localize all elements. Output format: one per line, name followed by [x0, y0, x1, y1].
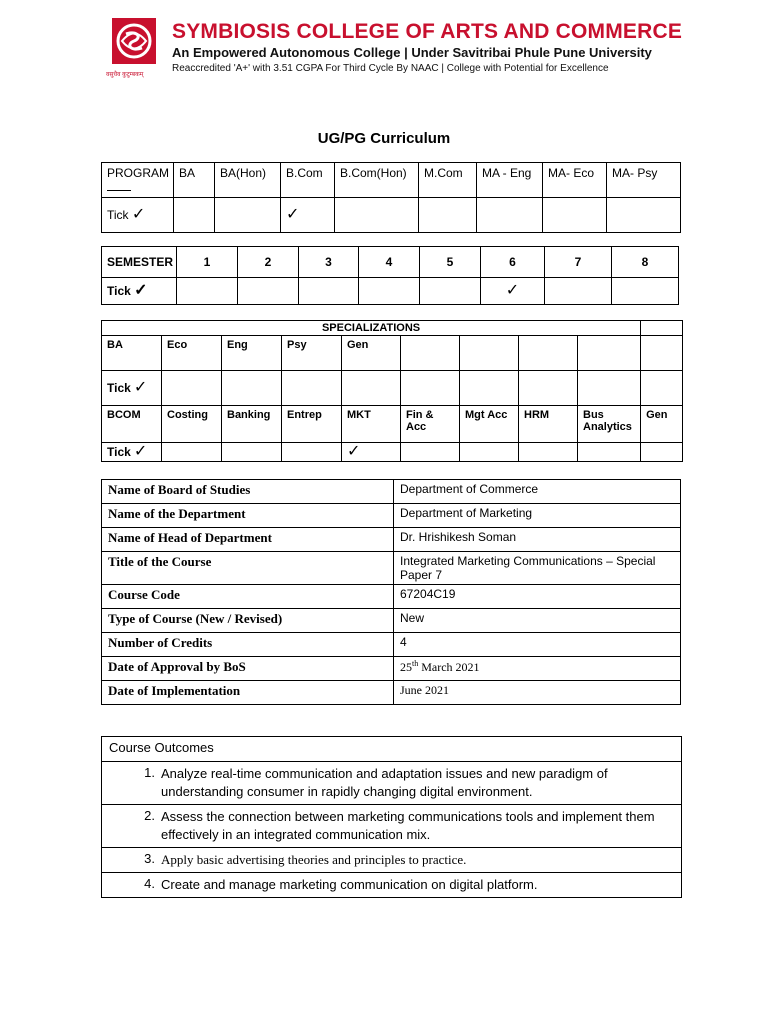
outcome-number: 2.: [144, 808, 155, 823]
program-option: MA- Eco: [543, 163, 607, 198]
spec-ba-tick-row: [102, 371, 683, 406]
program-tick-cell: [335, 198, 419, 233]
specializations-table: [101, 320, 683, 462]
info-value: Department of Commerce: [394, 480, 681, 504]
info-value: 4: [394, 633, 681, 657]
semester-option: 4: [359, 247, 420, 278]
program-tick-cell: [215, 198, 281, 233]
spec-option: Fin & Acc: [401, 406, 460, 443]
spec-option: Gen: [342, 336, 401, 371]
info-label: Name of Board of Studies: [102, 480, 394, 504]
course-info-table: [101, 479, 681, 705]
spec-option: Eco: [162, 336, 222, 371]
spec-option: Entrep: [282, 406, 342, 443]
program-table: [101, 162, 681, 233]
info-label: Name of the Department: [102, 504, 394, 528]
semester-option: 1: [177, 247, 238, 278]
outcome-row: [102, 873, 682, 898]
outcome-row: [102, 848, 682, 873]
program-tick-cell: [174, 198, 215, 233]
tick-label: Tick ✓: [102, 371, 162, 406]
info-value: June 2021: [394, 681, 681, 705]
spec-option: MKT: [342, 406, 401, 443]
semester-tick-cell: [612, 278, 679, 305]
spec-option: Bus Analytics: [578, 406, 641, 443]
semester-option: 6: [481, 247, 545, 278]
info-label: Date of Implementation: [102, 681, 394, 705]
spec-option: HRM: [519, 406, 578, 443]
info-row: [102, 633, 681, 657]
outcome-row: [102, 805, 682, 848]
semester-option: 2: [238, 247, 299, 278]
spec-title-row: [102, 321, 683, 336]
outcome-number: 1.: [144, 765, 155, 780]
outcomes-title: Course Outcomes: [102, 737, 682, 762]
info-value: New: [394, 609, 681, 633]
info-value: 25th March 2021: [394, 657, 681, 681]
program-tick-cell: [477, 198, 543, 233]
spec-option: Banking: [222, 406, 282, 443]
info-value: 67204C19: [394, 585, 681, 609]
semester-option: 5: [420, 247, 481, 278]
spec-ba-row: [102, 336, 683, 371]
info-label: Name of Head of Department: [102, 528, 394, 552]
info-row: [102, 657, 681, 681]
semester-tick-cell: [545, 278, 612, 305]
info-row: [102, 528, 681, 552]
tick-label: Tick ✓: [102, 443, 162, 462]
info-row: [102, 504, 681, 528]
check-icon: ✓: [505, 282, 520, 299]
check-icon: ✓: [133, 443, 148, 460]
outcome-text: Assess the connection between marketing communications tools and implement them effectively in an integrated communication mix.: [161, 809, 655, 842]
college-logo: [108, 16, 164, 78]
program-tick-cell: [543, 198, 607, 233]
check-icon: ✓: [133, 379, 148, 396]
college-name: SYMBIOSIS COLLEGE OF ARTS AND COMMERCE: [172, 20, 683, 43]
check-icon: ✓: [347, 443, 361, 460]
spec-title: SPECIALIZATIONS: [102, 321, 641, 336]
spec-option: Eng: [222, 336, 282, 371]
program-label: PROGRAM: [102, 163, 174, 198]
info-row: [102, 480, 681, 504]
semester-tick-cell: [359, 278, 420, 305]
info-row: [102, 552, 681, 585]
semester-tick-cell: [299, 278, 359, 305]
outcome-row: [102, 762, 682, 805]
spec-bcom-label: BCOM: [102, 406, 162, 443]
semester-tick-cell: [420, 278, 481, 305]
outcome-number: 3.: [144, 851, 155, 866]
semester-tick-cell: [481, 278, 545, 305]
info-label: Date of Approval by BoS: [102, 657, 394, 681]
spec-option: Gen: [641, 406, 683, 443]
program-tick-cell: [419, 198, 477, 233]
spec-option: Mgt Acc: [460, 406, 519, 443]
check-icon: ✓: [131, 206, 146, 223]
program-option: MA- Psy: [607, 163, 681, 198]
info-label: Type of Course (New / Revised): [102, 609, 394, 633]
spec-ba-label: BA: [102, 336, 162, 371]
logo-motto: वसुधैव कुटुम्बकम्: [106, 72, 144, 78]
program-option: M.Com: [419, 163, 477, 198]
info-label: Course Code: [102, 585, 394, 609]
outcome-text: Create and manage marketing communication on digital platform.: [161, 877, 538, 892]
tick-label: Tick ✓: [102, 278, 177, 305]
program-option: BA: [174, 163, 215, 198]
info-value: Integrated Marketing Communications – Special Paper 7: [394, 552, 681, 585]
check-icon: ✓: [286, 206, 300, 223]
semester-option: 8: [612, 247, 679, 278]
outcome-text: Analyze real-time communication and adaptation issues and new paradigm of understanding consumer in rapidly changing digital environment.: [161, 766, 608, 799]
tick-label: Tick ✓: [102, 198, 174, 233]
info-row: [102, 585, 681, 609]
info-row: [102, 609, 681, 633]
outcome-number: 4.: [144, 876, 155, 891]
course-outcomes-table: [101, 736, 682, 898]
accreditation-line: Reaccredited 'A+' with 3.51 CGPA For Third Cycle By NAAC | College with Potential for Excellence: [172, 63, 609, 74]
page-title: UG/PG Curriculum: [317, 130, 451, 147]
program-option: BA(Hon): [215, 163, 281, 198]
outcome-text: Apply basic advertising theories and principles to practice.: [161, 852, 467, 867]
semester-tick-row: [102, 278, 679, 305]
semester-table: [101, 246, 679, 305]
info-label: Number of Credits: [102, 633, 394, 657]
semester-option: 3: [299, 247, 359, 278]
spec-bcom-row: [102, 406, 683, 443]
outcomes-header-row: [102, 737, 682, 762]
semester-label: SEMESTER: [102, 247, 177, 278]
semester-tick-cell: [238, 278, 299, 305]
spec-bcom-tick-row: [102, 443, 683, 462]
program-tick-cell: [281, 198, 335, 233]
program-tick-cell: [607, 198, 681, 233]
semester-tick-cell: [177, 278, 238, 305]
spec-option: Psy: [282, 336, 342, 371]
info-value: Dr. Hrishikesh Soman: [394, 528, 681, 552]
program-header-row: [102, 163, 681, 198]
college-subtitle: An Empowered Autonomous College | Under Savitribai Phule Pune University: [172, 45, 652, 60]
semester-header-row: [102, 247, 679, 278]
spec-option: Costing: [162, 406, 222, 443]
info-label: Title of the Course: [102, 552, 394, 585]
info-row: [102, 681, 681, 705]
info-value: Department of Marketing: [394, 504, 681, 528]
check-icon: ✓: [134, 282, 148, 299]
program-option: MA - Eng: [477, 163, 543, 198]
semester-option: 7: [545, 247, 612, 278]
program-tick-row: [102, 198, 681, 233]
program-option: B.Com(Hon): [335, 163, 419, 198]
program-option: B.Com: [281, 163, 335, 198]
